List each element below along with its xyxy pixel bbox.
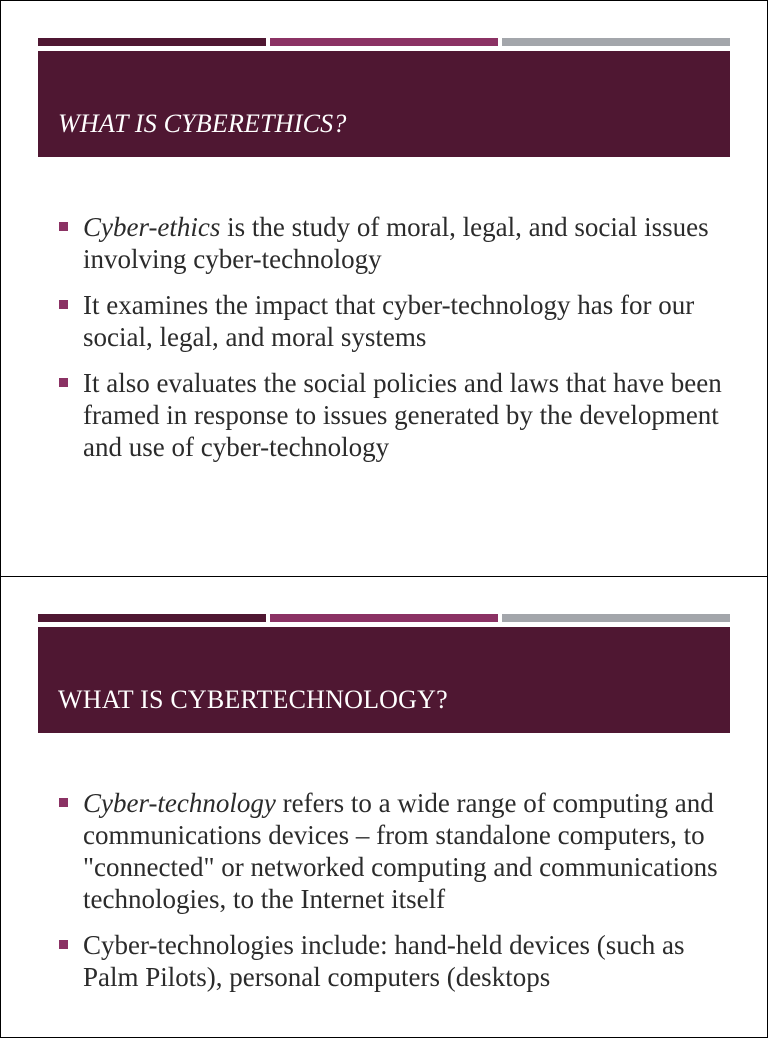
accent-bar-magenta xyxy=(270,614,498,622)
defined-term: Cyber-ethics xyxy=(83,212,221,242)
accent-bar-plum xyxy=(38,38,266,46)
square-bullet-icon xyxy=(59,940,68,949)
title-band xyxy=(38,627,730,733)
square-bullet-icon xyxy=(59,300,68,309)
bullet-text: Cyber-technologies include: hand-held devices (such as Palm Pilots), personal computers (desktops xyxy=(83,930,685,992)
slide-title: WHAT IS CYBERTECHNOLOGY? xyxy=(58,685,448,714)
list-item xyxy=(59,367,729,463)
title-band xyxy=(38,51,730,157)
list-item xyxy=(59,929,729,993)
defined-term: Cyber-technology xyxy=(83,788,276,818)
square-bullet-icon xyxy=(59,222,68,231)
list-item xyxy=(59,289,729,353)
accent-bars xyxy=(38,38,730,46)
slide-title: WHAT IS CYBERETHICS? xyxy=(58,109,347,138)
bullet-list xyxy=(59,787,729,1007)
bullet-text: refers to a wide range of computing and communications devices – from standalone computers, to "connected" or networked computing and communications technologies, to the Internet itself xyxy=(83,788,718,914)
square-bullet-icon xyxy=(59,378,68,387)
list-item xyxy=(59,787,729,915)
bullet-text: It examines the impact that cyber-technology has for our social, legal, and moral systems xyxy=(83,290,695,352)
accent-bars xyxy=(38,614,730,622)
accent-bar-gray xyxy=(502,614,730,622)
accent-bar-magenta xyxy=(270,38,498,46)
bullet-list xyxy=(59,211,729,477)
slide-cybertechnology xyxy=(0,576,768,1038)
bullet-text: It also evaluates the social policies and laws that have been framed in response to issues generated by the development and use of cyber-technology xyxy=(83,368,722,462)
bullet-text: is the study of moral, legal, and social issues involving cyber-technology xyxy=(83,212,709,274)
list-item xyxy=(59,211,729,275)
square-bullet-icon xyxy=(59,798,68,807)
accent-bar-plum xyxy=(38,614,266,622)
accent-bar-gray xyxy=(502,38,730,46)
